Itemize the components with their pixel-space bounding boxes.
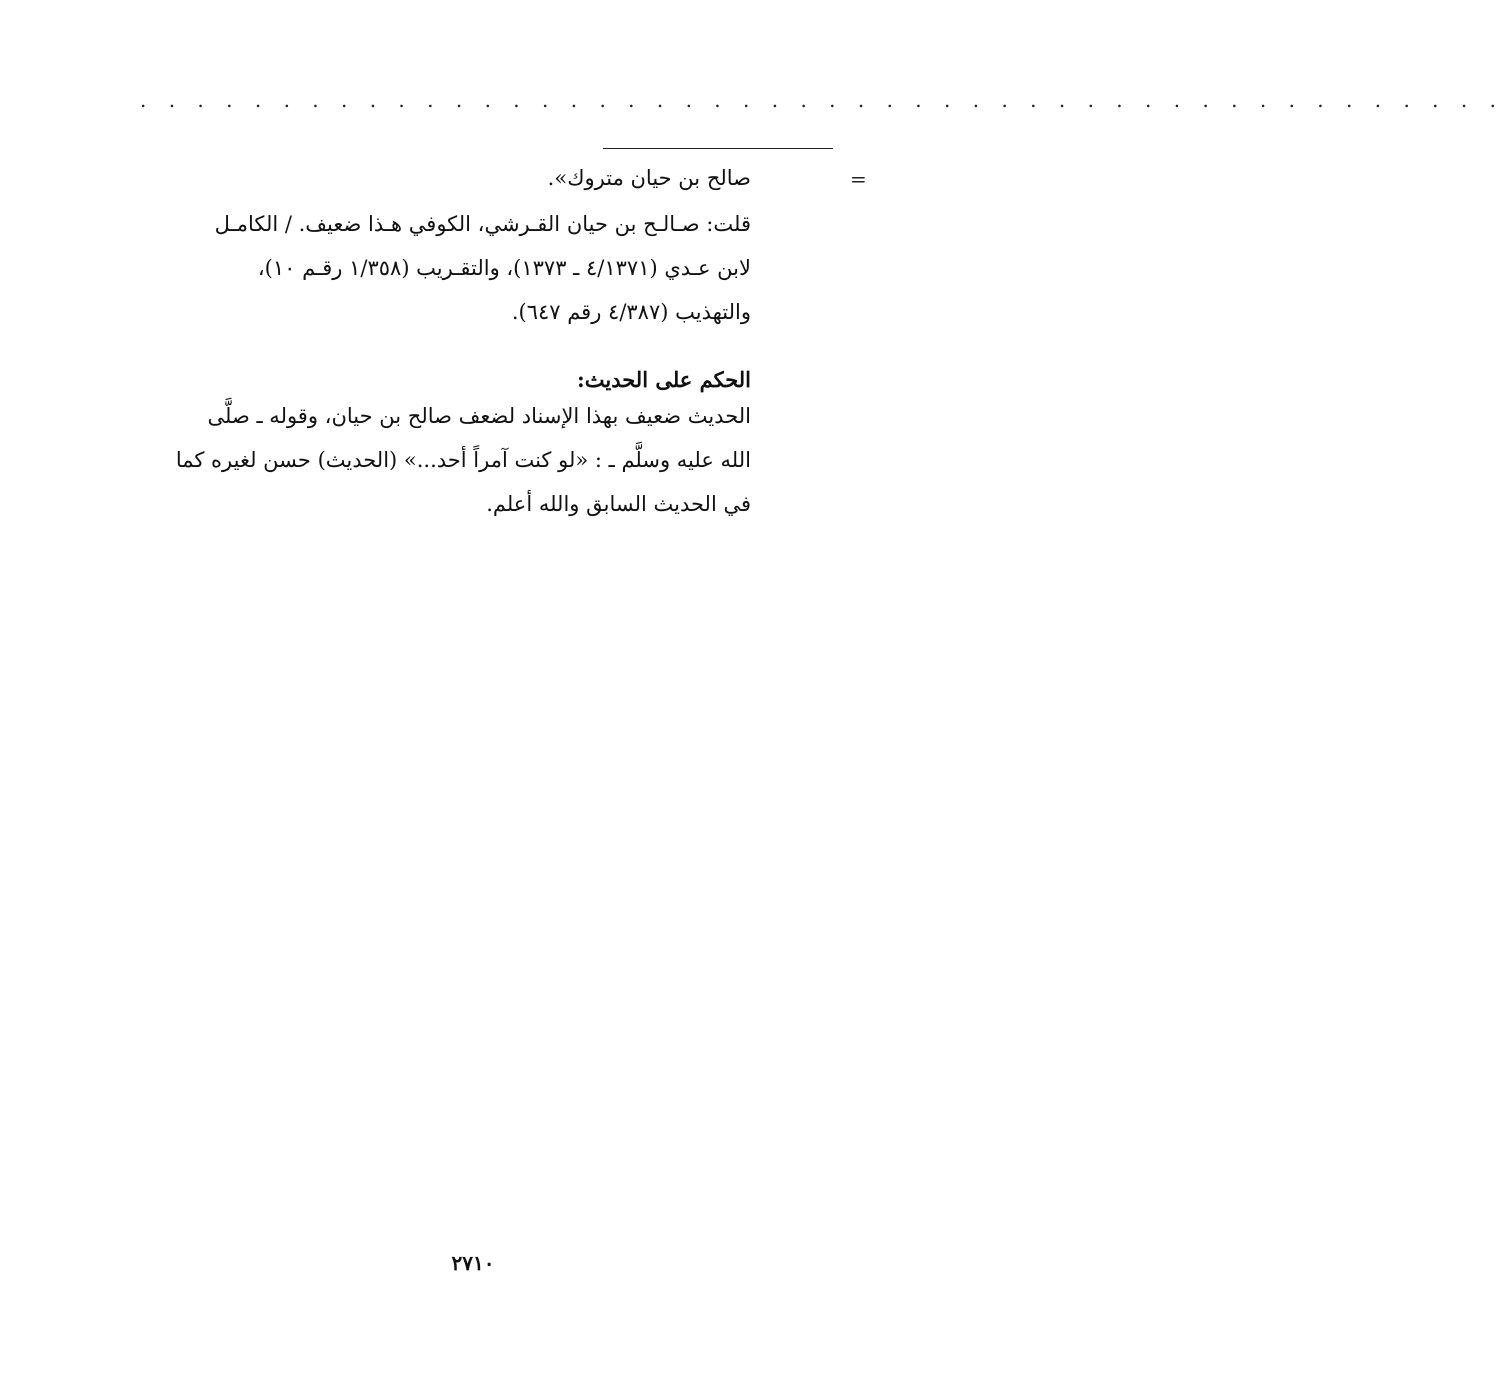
continuation-mark: = bbox=[850, 167, 867, 191]
footnote-quote bbox=[136, 156, 751, 200]
footnote-comment-line-2: لابن عـدي (٤/١٣٧١ ـ ١٣٧٣)، والتقـريب (١/٣٥٨ رقـم ١٠)، bbox=[257, 256, 751, 280]
ruling-heading: الحكم على الحديث: bbox=[577, 367, 751, 392]
footnote-quote-line: صالح بن حيان متروك». bbox=[547, 166, 751, 190]
ruling-line-2: الله عليه وسلَّم ـ : «لو كنت آمراً أحد...» (الحديث) حسن لغيره كما bbox=[175, 448, 751, 472]
ruling-paragraph bbox=[136, 394, 751, 526]
footnote-comment-line-1: قلت: صـالـح بن حيان القـرشي، الكوفي هـذا ضعيف. / الكامـل bbox=[214, 212, 751, 236]
footnote-rule bbox=[603, 148, 833, 149]
dotted-separator: . . . . . . . . . . . . . . . . . . . . . . . . . . . . . . . . . . . . . . . . . . . . . . . . bbox=[140, 88, 1504, 112]
ruling-line-3: في الحديث السابق والله أعلم. bbox=[486, 492, 751, 516]
footnote-comment-line-3: والتهذيب (٤/٣٨٧ رقم ٦٤٧). bbox=[511, 300, 751, 324]
page-number: ٢٧١٠ bbox=[451, 1251, 495, 1275]
footnote-comment bbox=[136, 202, 751, 334]
ruling-line-1: الحديث ضعيف بهذا الإسناد لضعف صالح بن حيان، وقوله ـ صلَّى bbox=[207, 404, 751, 428]
